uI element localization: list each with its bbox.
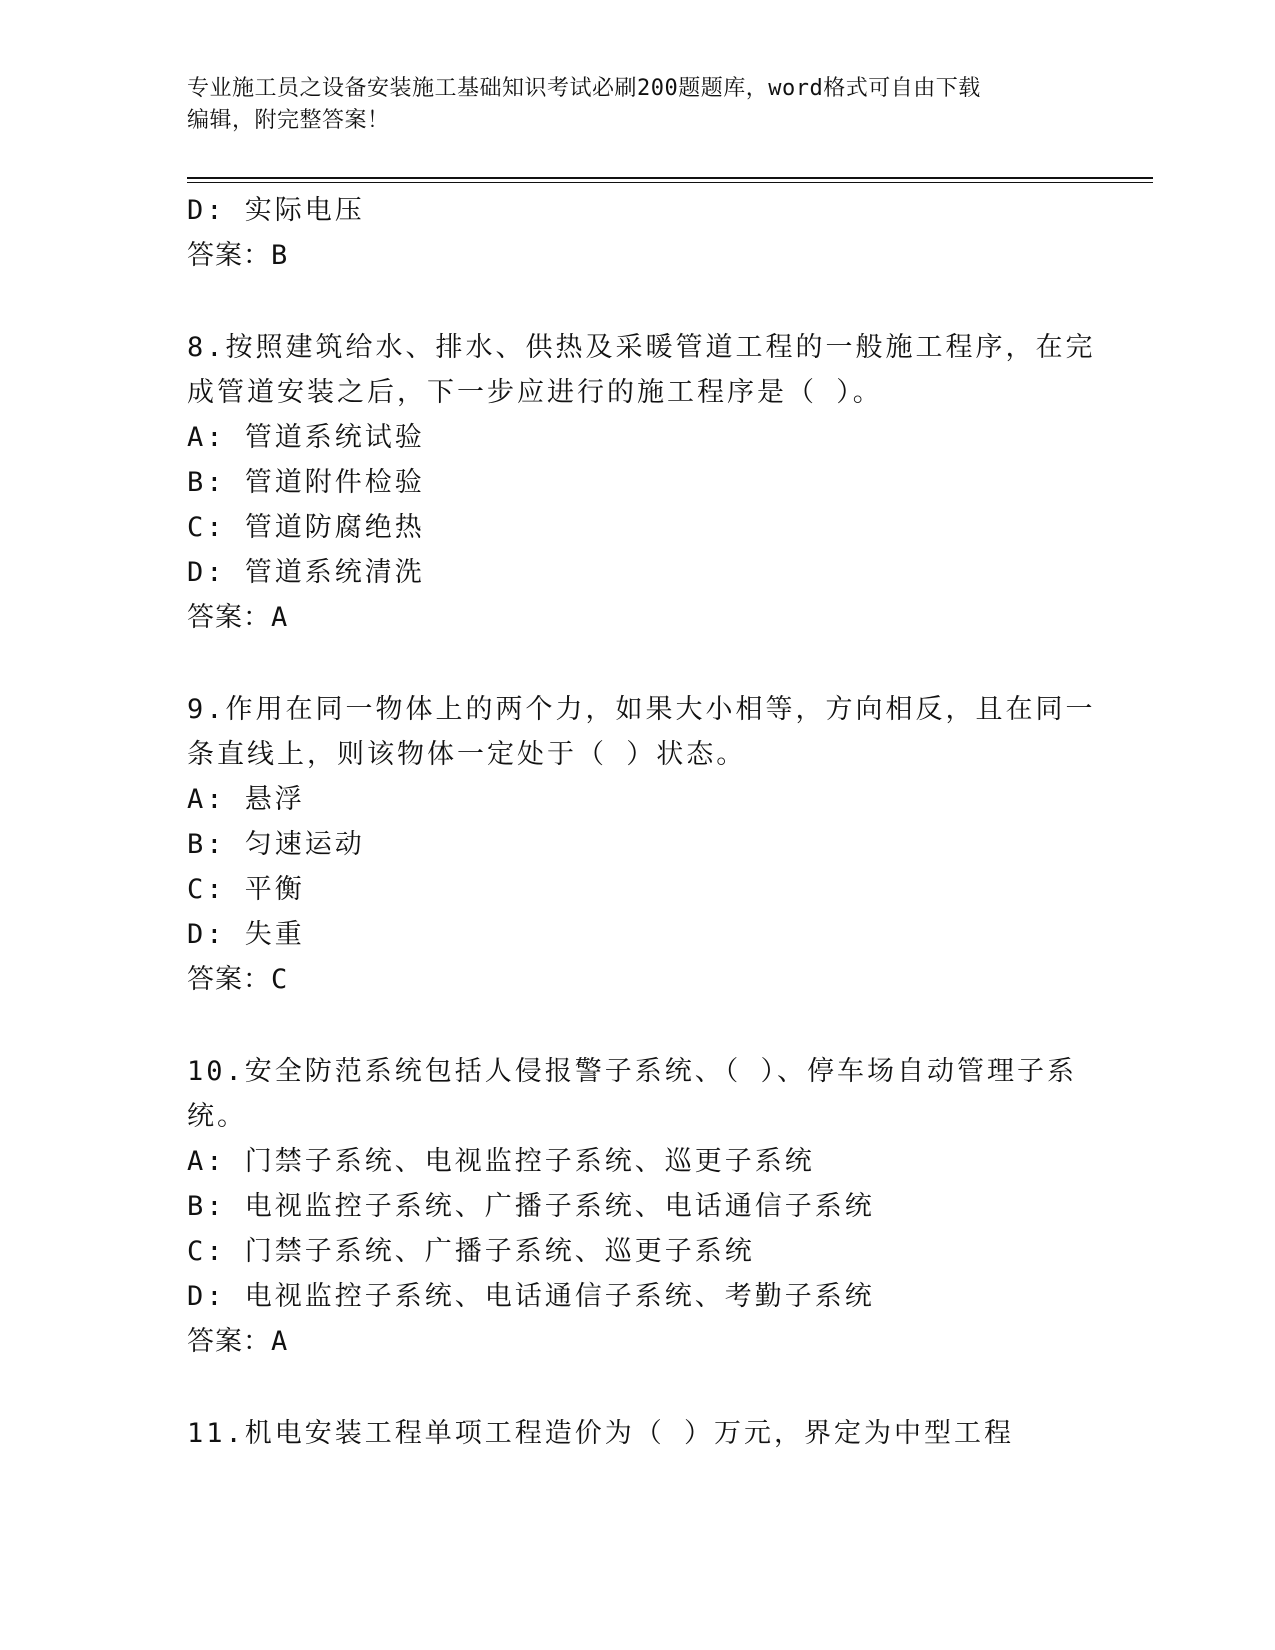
- option-d: D: 管道系统清洗: [187, 557, 425, 588]
- answer-line: [187, 233, 1087, 278]
- question-stem-line: 统。: [187, 1101, 247, 1132]
- option-b: B: 电视监控子系统、广播子系统、电话通信子系统: [187, 1191, 875, 1222]
- answer-label: 答案：: [187, 602, 271, 633]
- question-stem-line: 10.安全防范系统包括人侵报警子系统、（ ）、停车场自动管理子系: [187, 1056, 1078, 1087]
- question-list: [187, 188, 1096, 1456]
- header-line-1: 专业施工员之设备安装施工基础知识考试必刷200题题库，word格式可自由下载: [187, 76, 981, 101]
- option-d: D: 电视监控子系统、电话通信子系统、考勤子系统: [187, 1281, 875, 1312]
- header-divider-thick: [187, 177, 1153, 179]
- question-stem-line: 成管道安装之后，下一步应进行的施工程序是（ ）。: [187, 377, 883, 408]
- question-9: [187, 687, 1096, 1002]
- header-line-2: 编辑，附完整答案！: [187, 108, 390, 133]
- option-a: A: 门禁子系统、电视监控子系统、巡更子系统: [187, 1146, 815, 1177]
- option-b: B: 管道附件检验: [187, 467, 425, 498]
- question-7-fragment: [187, 188, 1087, 278]
- answer-value: C: [271, 964, 289, 995]
- question-stem-line: 条直线上，则该物体一定处于（ ）状态。: [187, 739, 747, 770]
- question-11: [187, 1411, 1087, 1456]
- answer-line: [187, 595, 1087, 640]
- question-stem-line: 9.作用在同一物体上的两个力，如果大小相等，方向相反，且在同一: [187, 694, 1096, 725]
- question-8: [187, 325, 1096, 640]
- answer-label: 答案：: [187, 964, 271, 995]
- header-divider-thin: [187, 182, 1153, 183]
- option-c: C: 管道防腐绝热: [187, 512, 425, 543]
- answer-line: [187, 1319, 1087, 1364]
- answer-label: 答案：: [187, 240, 271, 271]
- option-a: A: 管道系统试验: [187, 422, 425, 453]
- answer-value: A: [271, 602, 289, 633]
- answer-value: A: [271, 1326, 289, 1357]
- answer-line: [187, 957, 1087, 1002]
- option-c: C: 平衡: [187, 874, 305, 905]
- option-a: A: 悬浮: [187, 784, 305, 815]
- answer-value: B: [271, 240, 289, 271]
- question-stem-line: 8.按照建筑给水、排水、供热及采暖管道工程的一般施工程序，在完: [187, 332, 1096, 363]
- option-b: B: 匀速运动: [187, 829, 365, 860]
- question-stem-line: 11.机电安装工程单项工程造价为（ ）万元，界定为中型工程: [187, 1418, 1015, 1449]
- document-header: [187, 73, 1067, 137]
- option-d: D: 失重: [187, 919, 305, 950]
- option-d: D: 实际电压: [187, 195, 365, 226]
- answer-label: 答案：: [187, 1326, 271, 1357]
- question-10: [187, 1049, 1087, 1364]
- option-c: C: 门禁子系统、广播子系统、巡更子系统: [187, 1236, 755, 1267]
